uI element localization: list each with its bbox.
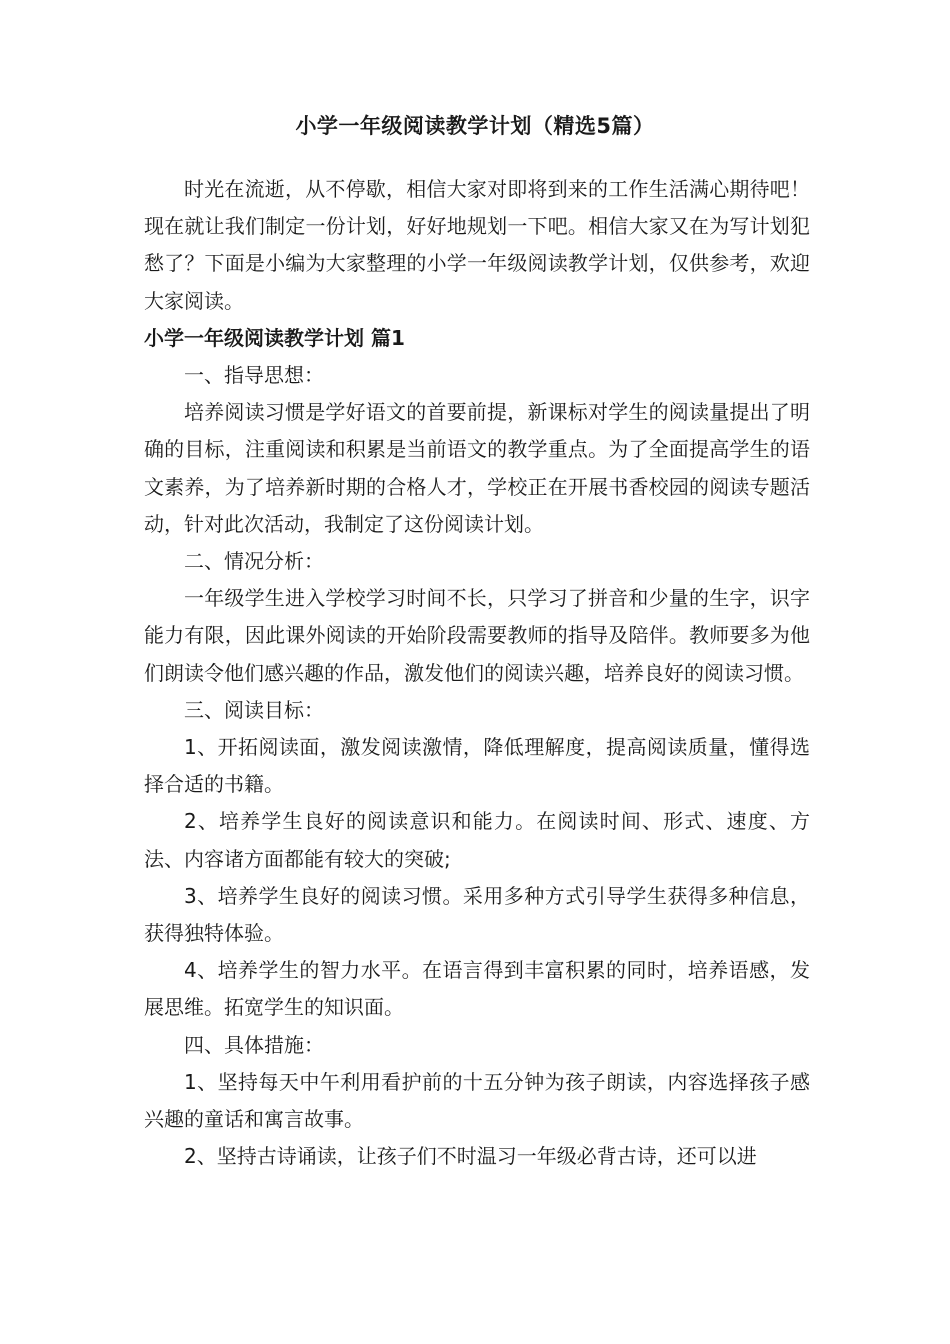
section-heading: 小学一年级阅读教学计划 篇1 xyxy=(144,325,405,350)
body-paragraph: 培养阅读习惯是学好语文的首要前提，新课标对学生的阅读量提出了明确的目标，注重阅读和积累是当前语文的教学重点。为了全面提高学生的语文素养，为了培养新时期的合格人才，学校正在开展书香校园的阅读专题活动，针对此次活动，我制定了这份阅读计划。 xyxy=(144,400,810,536)
section-subheading: 四、具体措施： xyxy=(184,1032,324,1057)
section-subheading: 二、情况分析： xyxy=(184,549,324,574)
document-body xyxy=(144,171,810,1175)
intro-paragraph: 时光在流逝，从不停歇，相信大家对即将到来的工作生活满心期待吧！现在就让我们制定一份计划，好好地规划一下吧。相信大家又在为写计划犯愁了？下面是小编为大家整理的小学一年级阅读教学计划，仅供参考，欢迎大家阅读。 xyxy=(144,177,810,313)
section-subheading: 一、指导思想： xyxy=(184,363,324,388)
list-item: 2、培养学生良好的阅读意识和能力。在阅读时间、形式、速度、方法、内容诸方面都能有较大的突破; xyxy=(144,809,810,871)
list-item: 1、坚持每天中午利用看护前的十五分钟为孩子朗读，内容选择孩子感兴趣的童话和寓言故事。 xyxy=(144,1069,810,1132)
list-item: 3、培养学生良好的阅读习惯。采用多种方式引导学生获得多种信息，获得独特体验。 xyxy=(144,883,810,946)
section-subheading: 三、阅读目标： xyxy=(184,697,324,722)
list-item: 1、开拓阅读面，激发阅读激情，降低理解度，提高阅读质量，懂得选择合适的书籍。 xyxy=(144,735,810,797)
list-item: 4、培养学生的智力水平。在语言得到丰富积累的同时，培养语感，发展思维。拓宽学生的知识面。 xyxy=(144,958,810,1020)
body-paragraph: 一年级学生进入学校学习时间不长，只学习了拼音和少量的生字，识字能力有限，因此课外阅读的开始阶段需要教师的指导及陪伴。教师要多为他们朗读令他们感兴趣的作品，激发他们的阅读兴趣，培养良好的阅读习惯。 xyxy=(144,586,810,685)
list-item: 2、坚持古诗诵读，让孩子们不时温习一年级必背古诗，还可以进 xyxy=(184,1144,757,1169)
document-title: 小学一年级阅读教学计划（精选5篇） xyxy=(295,114,655,138)
